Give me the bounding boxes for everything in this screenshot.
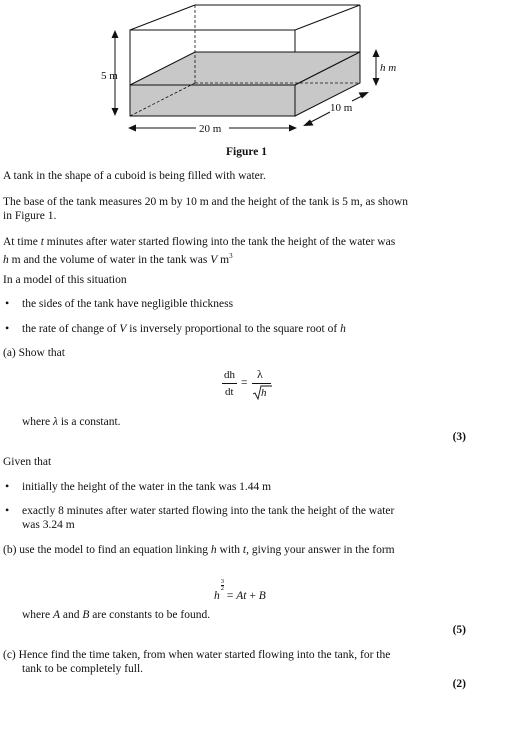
part-c-line-2: tank to be completely full.	[22, 663, 144, 675]
dt-denominator: dt	[225, 386, 234, 398]
model-bullet-2: the rate of change of V is inversely proportional to the square root of h	[22, 323, 346, 335]
given-lead: Given that	[3, 456, 52, 468]
length-arrow-left	[128, 125, 136, 132]
sqrt-h: h	[261, 387, 267, 399]
fraction-bar-lambda	[252, 383, 271, 384]
part-b-label: (b) use the model to find an equation linking h with t, giving your answer in the form	[3, 544, 395, 556]
label-water-height: h m	[380, 62, 397, 74]
height-arrow-down	[112, 108, 119, 116]
intro-paragraph-2-line-1: The base of the tank measures 20 m by 10 m and the height of the tank is 5 m, as shown	[3, 196, 408, 208]
tank-top-left-edge	[130, 5, 195, 30]
model-bullet-1: the sides of the tank have negligible thickness	[22, 298, 234, 310]
water-front-face	[130, 85, 295, 116]
bullet-dot: •	[5, 321, 10, 335]
part-a-marks: (3)	[452, 431, 466, 443]
width-dimension-line-lower	[309, 112, 330, 123]
water-height-arrow-up	[373, 49, 380, 57]
intro-paragraph-3-line-2: h m and the volume of water in the tank was V $m^3$	[3, 252, 233, 266]
equals-sign: =	[241, 377, 248, 389]
part-c-line-1: (c) Hence find the time taken, from when water started flowing into the tank, for the	[3, 649, 391, 661]
given-bullet-2-line-1: exactly 8 minutes after water started flowing into the tank the height of the water	[22, 505, 395, 517]
part-a-where: where λ is a constant.	[22, 416, 121, 428]
label-width: 10 m	[330, 102, 353, 114]
lambda-numerator: λ	[257, 367, 263, 381]
part-b-equation: h $\frac{3}{2}$ = At + B	[214, 578, 266, 602]
part-b-marks: (5)	[452, 624, 466, 636]
part-a-label: (a) Show that	[3, 347, 65, 359]
part-b-where: where A and B are constants to be found.	[22, 609, 211, 621]
intro-paragraph-1: A tank in the shape of a cuboid is being filled with water.	[3, 170, 266, 182]
dh-numerator: dh	[224, 369, 235, 381]
tank-top-right-edge	[295, 5, 360, 30]
tank-figure	[0, 0, 506, 140]
given-bullet-1: initially the height of the water in the tank was 1.44 m	[22, 481, 272, 493]
bullet-dot: •	[5, 296, 10, 310]
label-height: 5 m	[101, 70, 118, 82]
water-height-arrow-down	[373, 78, 380, 86]
height-arrow-up	[112, 30, 119, 38]
bullet-dot: •	[5, 503, 10, 517]
intro-paragraph-3-line-1: At time t minutes after water started flowing into the tank the height of the water was	[3, 236, 396, 248]
length-arrow-right	[289, 125, 297, 132]
model-lead: In a model of this situation	[3, 274, 127, 286]
width-arrow-lower	[303, 120, 314, 127]
fraction-bar-dhdt	[222, 383, 237, 384]
width-arrow-upper	[359, 92, 370, 99]
figure-caption: Figure 1	[226, 146, 267, 158]
label-length: 20 m	[199, 123, 222, 135]
part-c-marks: (2)	[452, 678, 466, 690]
intro-paragraph-2-line-2: in Figure 1.	[3, 210, 57, 222]
bullet-dot: •	[5, 479, 10, 493]
given-bullet-2-line-2: was 3.24 m	[22, 519, 75, 531]
